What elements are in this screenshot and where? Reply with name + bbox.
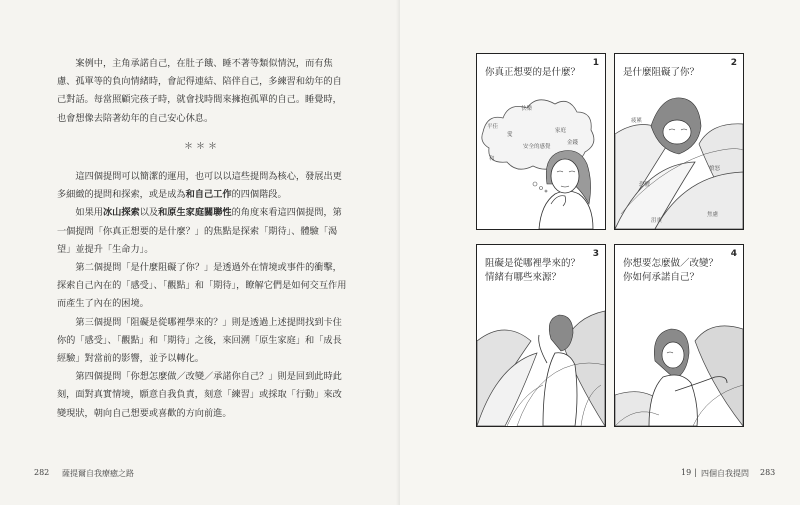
text-run: 的角度來看這四個提問，第一個提問「你真正想要的是什麼？」的焦點是探索「期待」、體驗「渴望」並提升「生命力」。	[57, 207, 342, 255]
cloud-word: 安全的感覺	[523, 144, 551, 150]
panel-caption	[485, 257, 580, 285]
panel-number: 1	[592, 58, 599, 68]
page-number-right: 283	[760, 468, 776, 477]
emphasized-text: 和原生家庭關聯性	[158, 207, 232, 219]
caption-line: 你真正想要的是什麼？	[485, 67, 581, 78]
panel-caption	[485, 66, 580, 80]
panel-number: 3	[592, 249, 599, 259]
leaf-word: 憤怒	[709, 166, 721, 172]
cloud-word: 平佳	[487, 124, 499, 130]
panel-caption	[623, 66, 699, 80]
text-run: 第四個提問「你想怎麼做／改變／承諾你自己？」則是回到此時此刻，面對真實情境，願意自我負責，刻意「練習」或採取「行動」來改變現狀，朝向自己想要或喜歡的方向前進。	[57, 371, 342, 419]
leaf-word: 焦慮	[707, 212, 719, 218]
text-run: 的四個階段。	[231, 189, 287, 201]
panel-number: 4	[730, 249, 737, 259]
body-text	[57, 55, 347, 423]
page-number-left: 282	[34, 468, 50, 477]
leaf-word: 沮喪	[651, 218, 663, 224]
paragraph-question-three	[57, 314, 347, 369]
emphasized-text: 冰山探索	[102, 207, 140, 219]
paragraph-case-summary	[57, 55, 347, 128]
paragraph-iceberg	[57, 204, 347, 259]
chapter-separator: |	[694, 468, 697, 477]
paragraph-question-four	[57, 368, 347, 423]
text-run: 第三個提問「阻礙是從哪裡學來的？」則是透過上述提問找到卡住你的「感受」、「觀點」和「期待」之後，來回溯「原生家庭」和「成長經驗」對當前的影響，並予以轉化。	[57, 316, 342, 365]
text-run: 這四個提問可以簡潔的運用，也可以以這些提問為核心，發展出更多細緻的提問和探索，或是成為	[57, 171, 342, 201]
cloud-word: 家庭	[555, 128, 567, 134]
comic-panel-3	[476, 244, 606, 427]
chapter-title: 四個自我提問	[701, 469, 749, 478]
paragraph-intro	[57, 168, 347, 204]
right-page	[400, 0, 800, 505]
caption-line: 你想要怎麼做／改變？	[623, 258, 719, 269]
caption-line: 情緒有哪些來源？	[485, 272, 562, 283]
section-separator: ＊＊＊	[183, 141, 220, 152]
panel-2-illustration	[615, 54, 743, 229]
comic-panel-2	[614, 53, 744, 230]
chapter-number: 19	[681, 468, 692, 477]
running-head: 薩提爾自我療癒之路	[62, 469, 134, 478]
emphasized-text: 和自己工作	[185, 189, 232, 201]
caption-line: 阻礙是從哪裡學來的？	[485, 258, 581, 269]
leaf-word: 恐懼	[639, 182, 651, 188]
comic-panel-4	[614, 244, 744, 427]
text-run: 以及	[139, 207, 159, 219]
text-run: 案例中，主角承諾自己，在肚子餓、睡不著等類似情況，而有焦慮、孤單等的負向情緒時，會記得連結、陪伴自己，多練習和幼年的自己對話。每當照顧完孩子時，就會找時間來擁抱孤單的自己。睡覺時，也會想像去陪著幼年的自己安心休息。	[57, 58, 342, 124]
text-run: 如果用	[75, 207, 103, 219]
text-run: 第二個提問「是什麼阻礙了你？」是透過外在情境或事件的衝擊，探索自己內在的「感受」、「觀點」和「期待」，瞭解它們是如何交互作用而產生了內在的困境。	[57, 262, 347, 310]
comic-panel-1	[476, 53, 606, 230]
cloud-word: 金錢	[567, 140, 579, 146]
caption-line: 你如何承諾自己？	[623, 272, 700, 283]
cloud-word: 快樂	[521, 106, 533, 112]
cloud-word: 和	[489, 156, 495, 162]
panel-number: 2	[730, 58, 737, 68]
leaf-word: 疲累	[631, 118, 643, 124]
panel-caption	[623, 257, 718, 285]
paragraph-question-two	[57, 259, 347, 314]
caption-line: 是什麼阻礙了你？	[623, 67, 700, 78]
cloud-word: 愛	[507, 132, 513, 138]
